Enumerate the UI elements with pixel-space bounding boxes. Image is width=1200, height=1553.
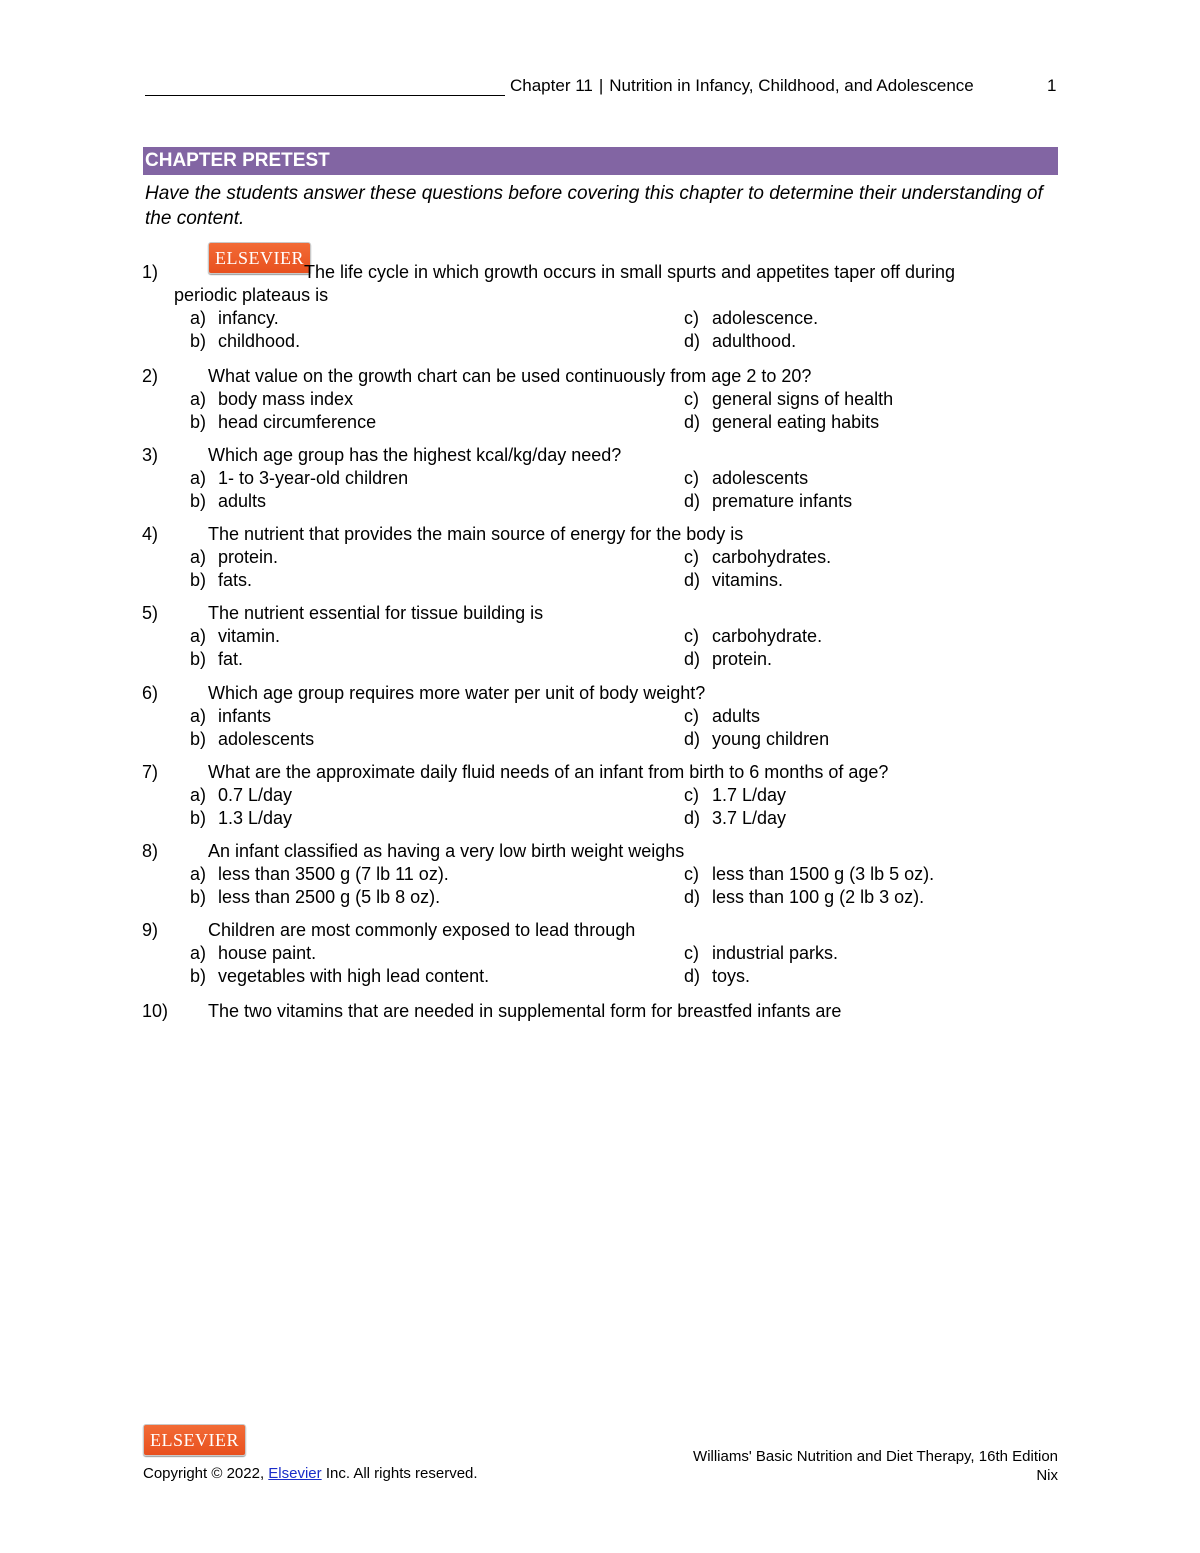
option-c[interactable]: c) carbohydrate. [684, 626, 823, 646]
question-5 [142, 602, 1062, 671]
header-separator: | [598, 76, 604, 95]
option-c[interactable]: c) 1.7 L/day [684, 785, 787, 805]
question-number: 10) [142, 1001, 169, 1021]
question-3 [142, 444, 1062, 513]
option-a[interactable]: a) protein. [190, 547, 279, 567]
option-d[interactable]: d) protein. [684, 649, 773, 669]
elsevier-logo-icon: ELSEVIER [208, 242, 311, 274]
option-c[interactable]: c) industrial parks. [684, 943, 839, 963]
header-title: Nutrition in Infancy, Childhood, and Adolescence [609, 76, 974, 95]
option-a[interactable]: a) less than 3500 g (7 lb 11 oz). [190, 864, 449, 884]
question-stem: Which age group has the highest kcal/kg/day need? [208, 445, 622, 465]
option-a[interactable]: a) vitamin. [190, 626, 281, 646]
option-b[interactable]: b) vegetables with high lead content. [190, 966, 490, 986]
question-10 [142, 1000, 1062, 1023]
question-4 [142, 523, 1062, 592]
question-8 [142, 840, 1062, 909]
option-a[interactable]: a) body mass index [190, 389, 354, 409]
option-d[interactable]: d) premature infants [684, 491, 853, 511]
question-stem: What value on the growth chart can be used continuously from age 2 to 20? [208, 366, 812, 386]
option-a[interactable]: a) infancy. [190, 308, 279, 328]
option-d[interactable]: d) general eating habits [684, 412, 880, 432]
question-stem: Which age group requires more water per unit of body weight? [208, 683, 706, 703]
question-stem: The nutrient that provides the main source of energy for the body is [208, 524, 744, 544]
option-b[interactable]: b) 1.3 L/day [190, 808, 293, 828]
option-b[interactable]: b) fat. [190, 649, 244, 669]
option-c[interactable]: c) adolescence. [684, 308, 819, 328]
question-stem: The life cycle in which growth occurs in small spurts and appetites taper off during [304, 262, 955, 282]
option-c[interactable]: c) carbohydrates. [684, 547, 832, 567]
option-b[interactable]: b) adolescents [190, 729, 315, 749]
option-d[interactable]: d) 3.7 L/day [684, 808, 787, 828]
option-b[interactable]: b) head circumference [190, 412, 377, 432]
option-d[interactable]: d) toys. [684, 966, 751, 986]
question-number: 7) [142, 762, 159, 782]
option-d[interactable]: d) young children [684, 729, 830, 749]
header-rule [145, 95, 505, 96]
copyright-suffix: Inc. All rights reserved. [325, 1465, 478, 1482]
option-c[interactable]: c) general signs of health [684, 389, 894, 409]
option-c[interactable]: c) less than 1500 g (3 lb 5 oz). [684, 864, 935, 884]
question-stem: The two vitamins that are needed in supplemental form for breastfed infants are [208, 1001, 842, 1021]
option-d[interactable]: d) vitamins. [684, 570, 784, 590]
section-intro: Have the students answer these questions before covering this chapter to determine their understanding of the content. [145, 183, 1043, 229]
option-b[interactable]: b) less than 2500 g (5 lb 8 oz). [190, 887, 441, 907]
question-stem: Children are most commonly exposed to lead through [208, 920, 636, 940]
copyright-notice [143, 1465, 478, 1482]
option-a[interactable]: a) 1- to 3-year-old children [190, 468, 409, 488]
section-title: CHAPTER PRETEST [143, 147, 1058, 175]
book-author: Nix [1036, 1467, 1058, 1484]
book-info [693, 1447, 1058, 1485]
running-header [510, 76, 974, 96]
question-1-options [142, 307, 1062, 353]
question-7 [142, 761, 1062, 830]
option-b[interactable]: b) fats. [190, 570, 253, 590]
page-number: 1 [1047, 76, 1057, 95]
option-c[interactable]: c) adolescents [684, 468, 809, 488]
question-number: 6) [142, 683, 159, 703]
question-9 [142, 919, 1062, 988]
question-6 [142, 682, 1062, 751]
question-stem-continued: periodic plateaus is [174, 285, 329, 305]
option-c[interactable]: c) adults [684, 706, 761, 726]
option-b[interactable]: b) childhood. [190, 331, 301, 351]
elsevier-link[interactable]: Elsevier [268, 1465, 322, 1482]
option-a[interactable]: a) infants [190, 706, 272, 726]
header-chapter: Chapter 11 [510, 76, 593, 95]
option-a[interactable]: a) 0.7 L/day [190, 785, 293, 805]
question-number: 5) [142, 603, 159, 623]
question-number: 3) [142, 445, 159, 465]
question-number: 1) [142, 262, 159, 282]
question-number: 2) [142, 366, 159, 386]
question-number: 4) [142, 524, 159, 544]
question-stem: The nutrient essential for tissue building is [208, 603, 544, 623]
option-b[interactable]: b) adults [190, 491, 267, 511]
option-d[interactable]: d) less than 100 g (2 lb 3 oz). [684, 887, 925, 907]
copyright-prefix: Copyright © 2022, [143, 1465, 265, 1482]
option-d[interactable]: d) adulthood. [684, 331, 797, 351]
elsevier-footer-logo-icon: ELSEVIER [143, 1424, 246, 1456]
option-a[interactable]: a) house paint. [190, 943, 317, 963]
question-2 [142, 365, 1062, 434]
question-number: 8) [142, 841, 159, 861]
question-stem: An infant classified as having a very low birth weight weighs [208, 841, 685, 861]
question-stem: What are the approximate daily fluid needs of an infant from birth to 6 months of age? [208, 762, 889, 782]
question-number: 9) [142, 920, 159, 940]
book-title: Williams' Basic Nutrition and Diet Therapy, 16th Edition [693, 1448, 1058, 1465]
